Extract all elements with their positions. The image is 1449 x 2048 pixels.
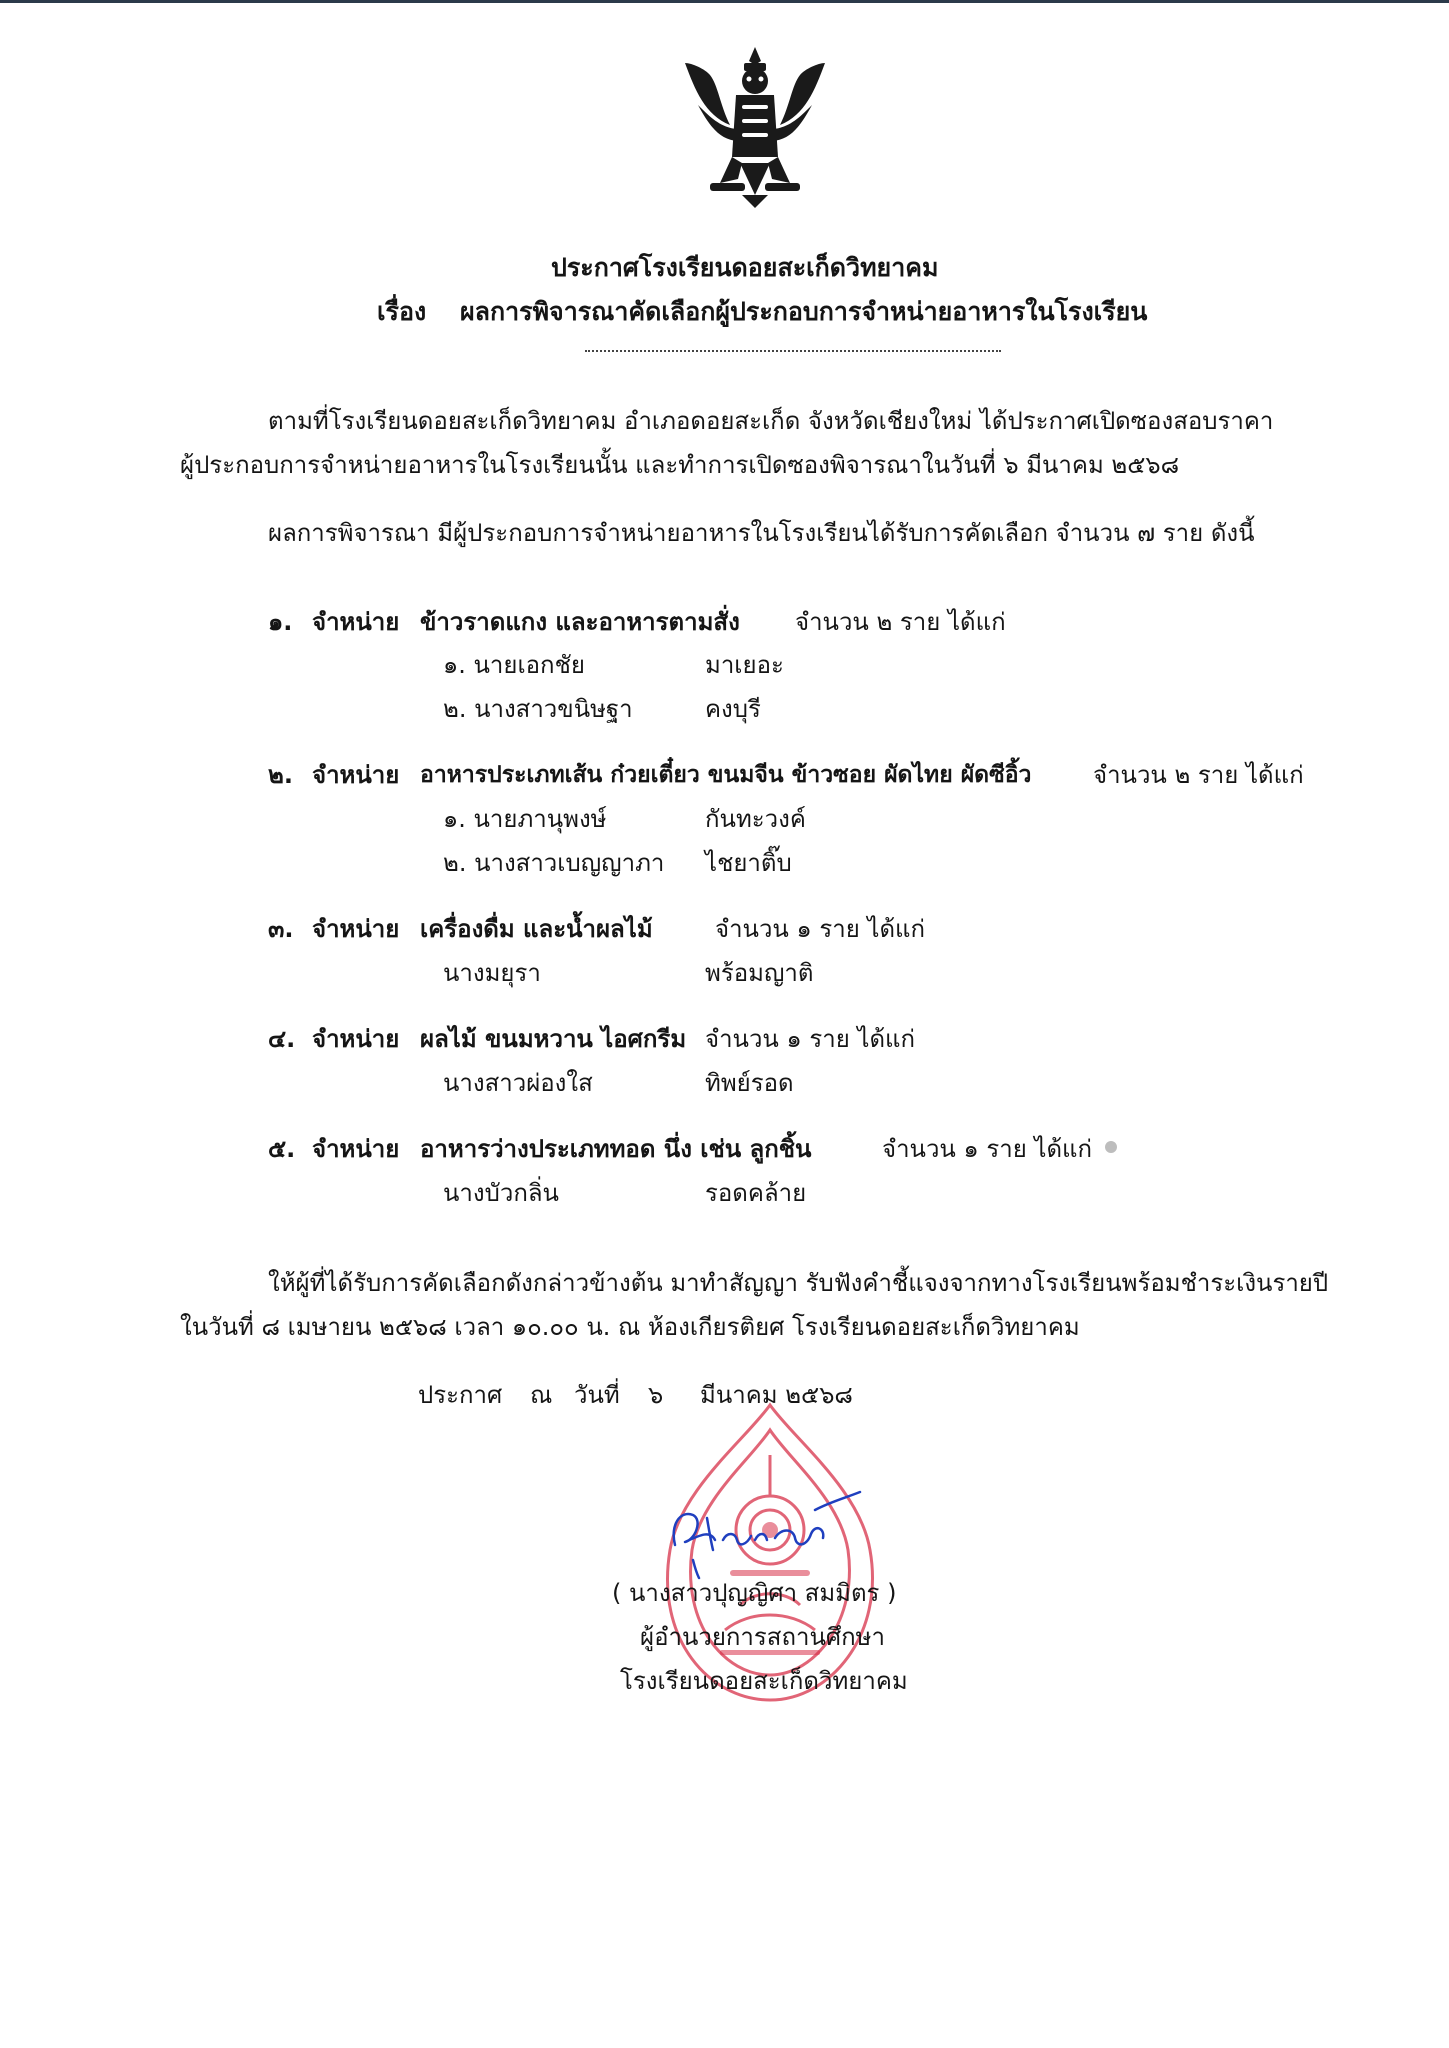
category-label: จำหน่าย: [312, 1025, 400, 1053]
category-label: จำหน่าย: [312, 915, 400, 943]
garuda-emblem-icon: [680, 45, 830, 210]
category-number: ๒.: [268, 761, 293, 789]
category-label: จำหน่าย: [312, 761, 400, 789]
announce-label: ประกาศ: [418, 1381, 503, 1409]
category-number: ๔.: [268, 1025, 296, 1053]
category-item: ผลไม้ ขนมหวาน ไอศกรีม: [420, 1025, 687, 1053]
person-name: นางมยุรา: [443, 959, 541, 987]
category-count: จำนวน ๑ ราย ได้แก่: [882, 1135, 1093, 1163]
scan-border-line: [0, 0, 1449, 3]
announce-day: ๖: [648, 1381, 664, 1409]
category-item: อาหารว่างประเภททอด นึ่ง เช่น ลูกชิ้น: [420, 1135, 812, 1163]
paragraph-2: ผลการพิจารณา มีผู้ประกอบการจำหน่ายอาหารในโรงเรียนได้รับการคัดเลือก จำนวน ๗ ราย ดังนี้: [268, 519, 1255, 547]
closing-line-2: ในวันที่ ๘ เมษายน ๒๕๖๘ เวลา ๑๐.๐๐ น. ณ ห้องเกียรติยศ โรงเรียนดอยสะเก็ดวิทยาคม: [180, 1313, 1080, 1341]
category-count: จำนวน ๒ ราย ได้แก่: [1093, 761, 1304, 789]
dotted-divider: [585, 350, 1001, 352]
subject-text: ผลการพิจารณาคัดเลือกผู้ประกอบการจำหน่ายอาหารในโรงเรียน: [460, 297, 1148, 326]
announce-date-label: วันที่: [574, 1381, 620, 1409]
person-name: ๒. นางสาวขนิษฐา: [443, 695, 633, 723]
category-number: ๕.: [268, 1135, 296, 1163]
signatory-school: โรงเรียนดอยสะเก็ดวิทยาคม: [620, 1667, 908, 1695]
announcement-title: ประกาศโรงเรียนดอยสะเก็ดวิทยาคม: [551, 253, 939, 282]
category-label: จำหน่าย: [312, 1135, 400, 1163]
paragraph-1-line-2: ผู้ประกอบการจำหน่ายอาหารในโรงเรียนนั้น และทำการเปิดซองพิจารณาในวันที่ ๖ มีนาคม ๒๕๖๘: [180, 451, 1180, 479]
signature-handwriting: [655, 1470, 885, 1580]
category-item: เครื่องดื่ม และน้ำผลไม้: [420, 915, 653, 943]
person-name: ๑. นายเอกชัย: [443, 651, 585, 679]
person-surname: ไชยาติ๊บ: [705, 849, 792, 877]
person-name: ๑. นายภานุพงษ์: [443, 805, 607, 833]
person-name: ๒. นางสาวเบญญาภา: [443, 849, 665, 877]
category-count: จำนวน ๑ ราย ได้แก่: [715, 915, 926, 943]
category-item: ข้าวราดแกง และอาหารตามสั่ง: [420, 608, 740, 636]
category-item: อาหารประเภทเส้น ก๋วยเตี๋ยว ขนมจีน ข้าวซอย ผัดไทย ผัดซีอิ้ว: [420, 762, 1032, 788]
category-number: ๑.: [268, 608, 293, 636]
signatory-position: ผู้อำนวยการสถานศึกษา: [640, 1623, 885, 1651]
announce-at: ณ: [530, 1381, 553, 1409]
category-count: จำนวน ๒ ราย ได้แก่: [795, 608, 1006, 636]
person-surname: มาเยอะ: [705, 651, 784, 679]
signatory-name: ( นางสาวปุญญิศา สมมิตร ): [612, 1579, 897, 1607]
category-number: ๓.: [268, 915, 294, 943]
person-surname: ทิพย์รอด: [705, 1069, 794, 1097]
person-surname: พร้อมญาติ: [705, 959, 814, 987]
person-surname: กันทะวงค์: [705, 805, 806, 833]
paragraph-1-line-1: ตามที่โรงเรียนดอยสะเก็ดวิทยาคม อำเภอดอยสะเก็ด จังหวัดเชียงใหม่ ได้ประกาศเปิดซองสอบราคา: [268, 407, 1274, 435]
person-surname: รอดคล้าย: [705, 1179, 807, 1207]
category-count: จำนวน ๑ ราย ได้แก่: [705, 1025, 916, 1053]
closing-line-1: ให้ผู้ที่ได้รับการคัดเลือกดังกล่าวข้างต้น มาทำสัญญา รับฟังคำชี้แจงจากทางโรงเรียนพร้อมชำระเงินรายปี: [268, 1269, 1329, 1297]
subject-label: เรื่อง: [377, 297, 427, 326]
scan-speck: [1105, 1141, 1117, 1153]
person-name: นางบัวกลิ่น: [443, 1179, 559, 1207]
person-surname: คงบุรี: [705, 695, 761, 723]
person-name: นางสาวผ่องใส: [443, 1069, 593, 1097]
announce-month-year: มีนาคม ๒๕๖๘: [700, 1381, 853, 1409]
category-label: จำหน่าย: [312, 608, 400, 636]
